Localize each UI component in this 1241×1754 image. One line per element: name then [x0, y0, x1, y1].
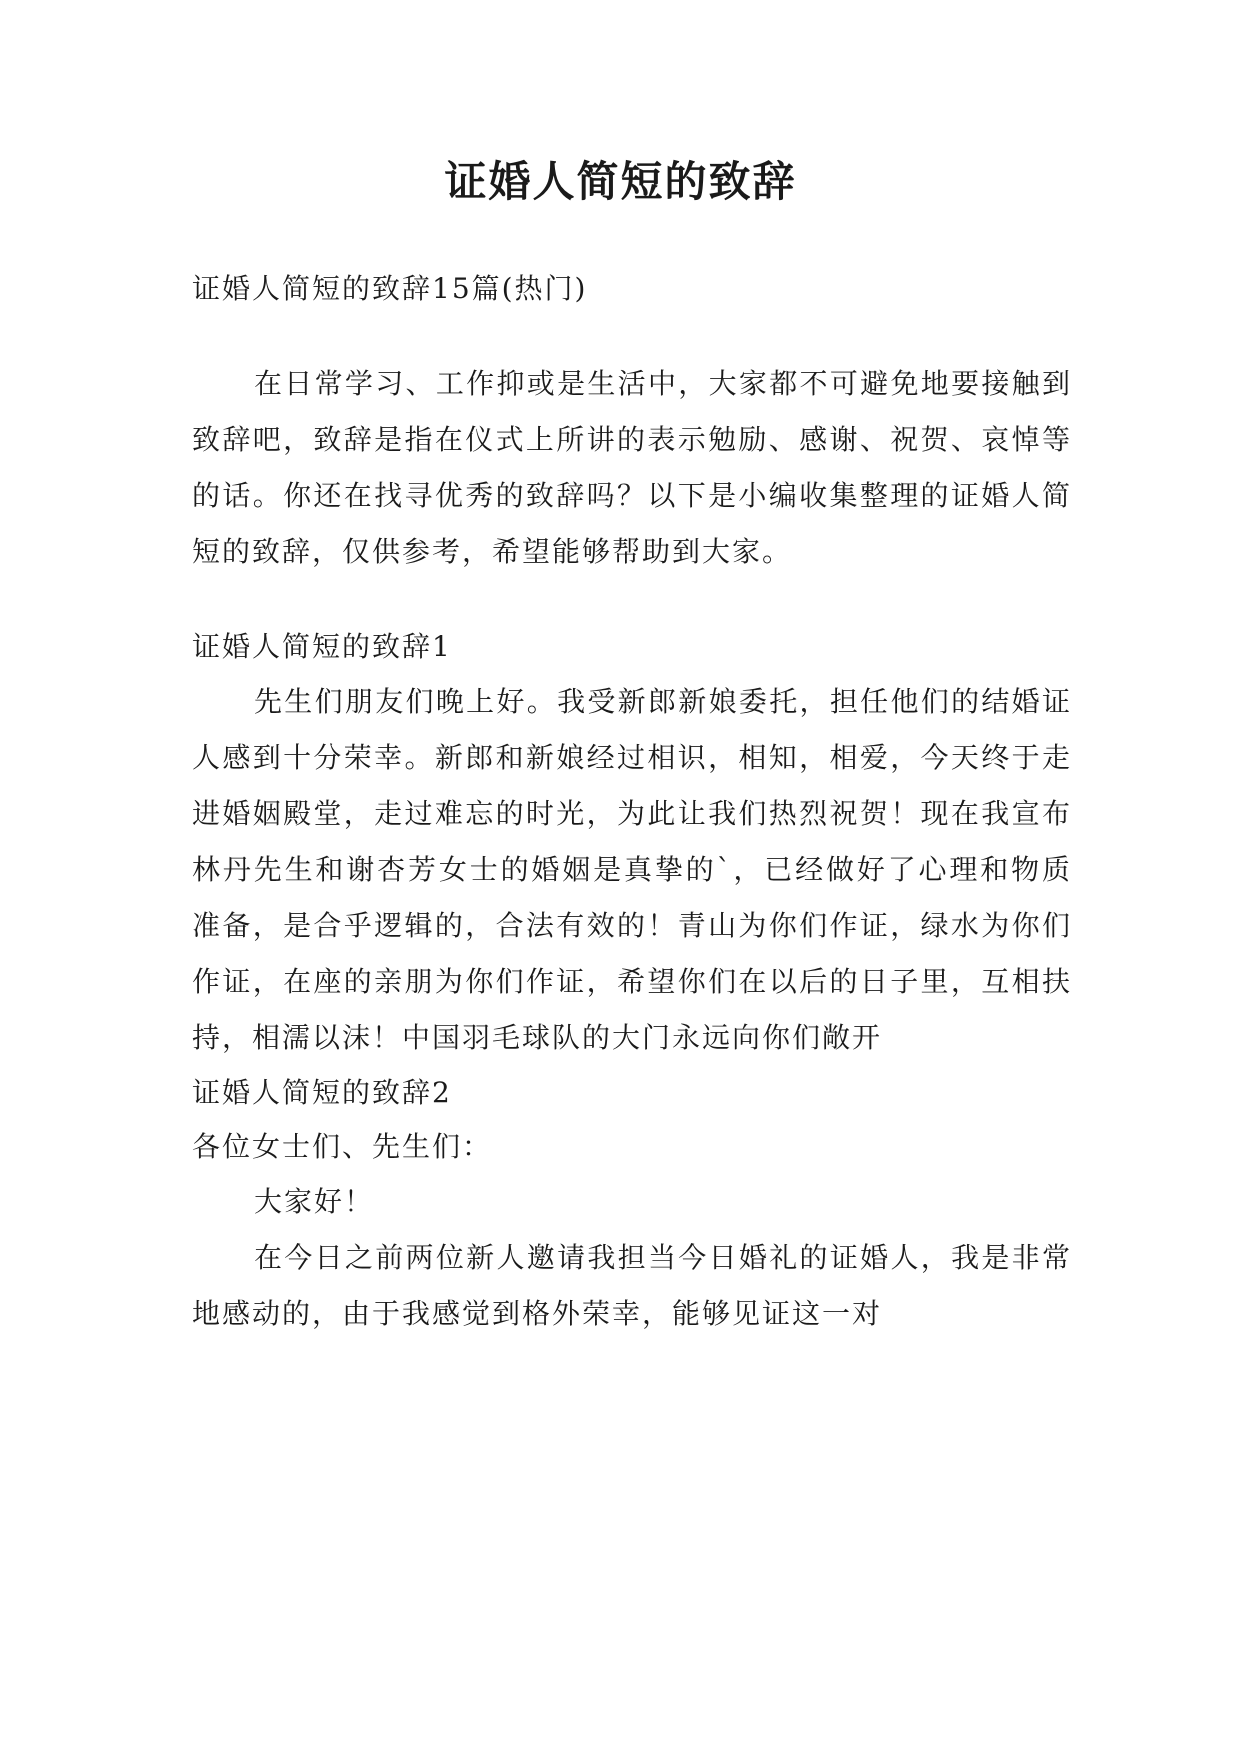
intro-paragraph: 在日常学习、工作抑或是生活中，大家都不可避免地要接触到致辞吧，致辞是指在仪式上所讲的表示勉励、感谢、祝贺、哀悼等的话。你还在找寻优秀的致辞吗？以下是小编收集整理的证婚人简短的致辞，仅供参考，希望能够帮助到大家。 — [192, 367, 1072, 568]
spacer — [192, 316, 1072, 356]
section-heading: 证婚人简短的致辞1 — [192, 630, 452, 663]
section-paragraph: 先生们朋友们晚上好。我受新郎新娘委托，担任他们的结婚证人感到十分荣幸。新郎和新娘经过相识，相知，相爱，今天终于走进婚姻殿堂，走过难忘的时光，为此让我们热烈祝贺！现在我宣布林丹先生和谢杏芳女士的婚姻是真挚的`，已经做好了心理和物质准备，是合乎逻辑的，合法有效的！青山为你们作证，绿水为你们作证，在座的亲朋为你们作证，希望你们在以后的日子里，互相扶持，相濡以沫！中国羽毛球队的大门永远向你们敞开 — [192, 685, 1072, 1054]
section-heading: 证婚人简短的致辞2 — [192, 1076, 452, 1109]
document-subtitle: 证婚人简短的致辞15篇(热门) — [192, 272, 588, 305]
spacer — [192, 580, 1072, 620]
section-paragraph: 在今日之前两位新人邀请我担当今日婚礼的证婚人，我是非常地感动的，由于我感觉到格外荣幸，能够见证这一对 — [192, 1241, 1072, 1330]
document-title: 证婚人简短的致辞 — [444, 157, 797, 206]
salutation-line: 各位女士们、先生们： — [192, 1130, 493, 1163]
document-body — [192, 262, 1072, 1342]
greeting-line: 大家好！ — [254, 1185, 375, 1218]
